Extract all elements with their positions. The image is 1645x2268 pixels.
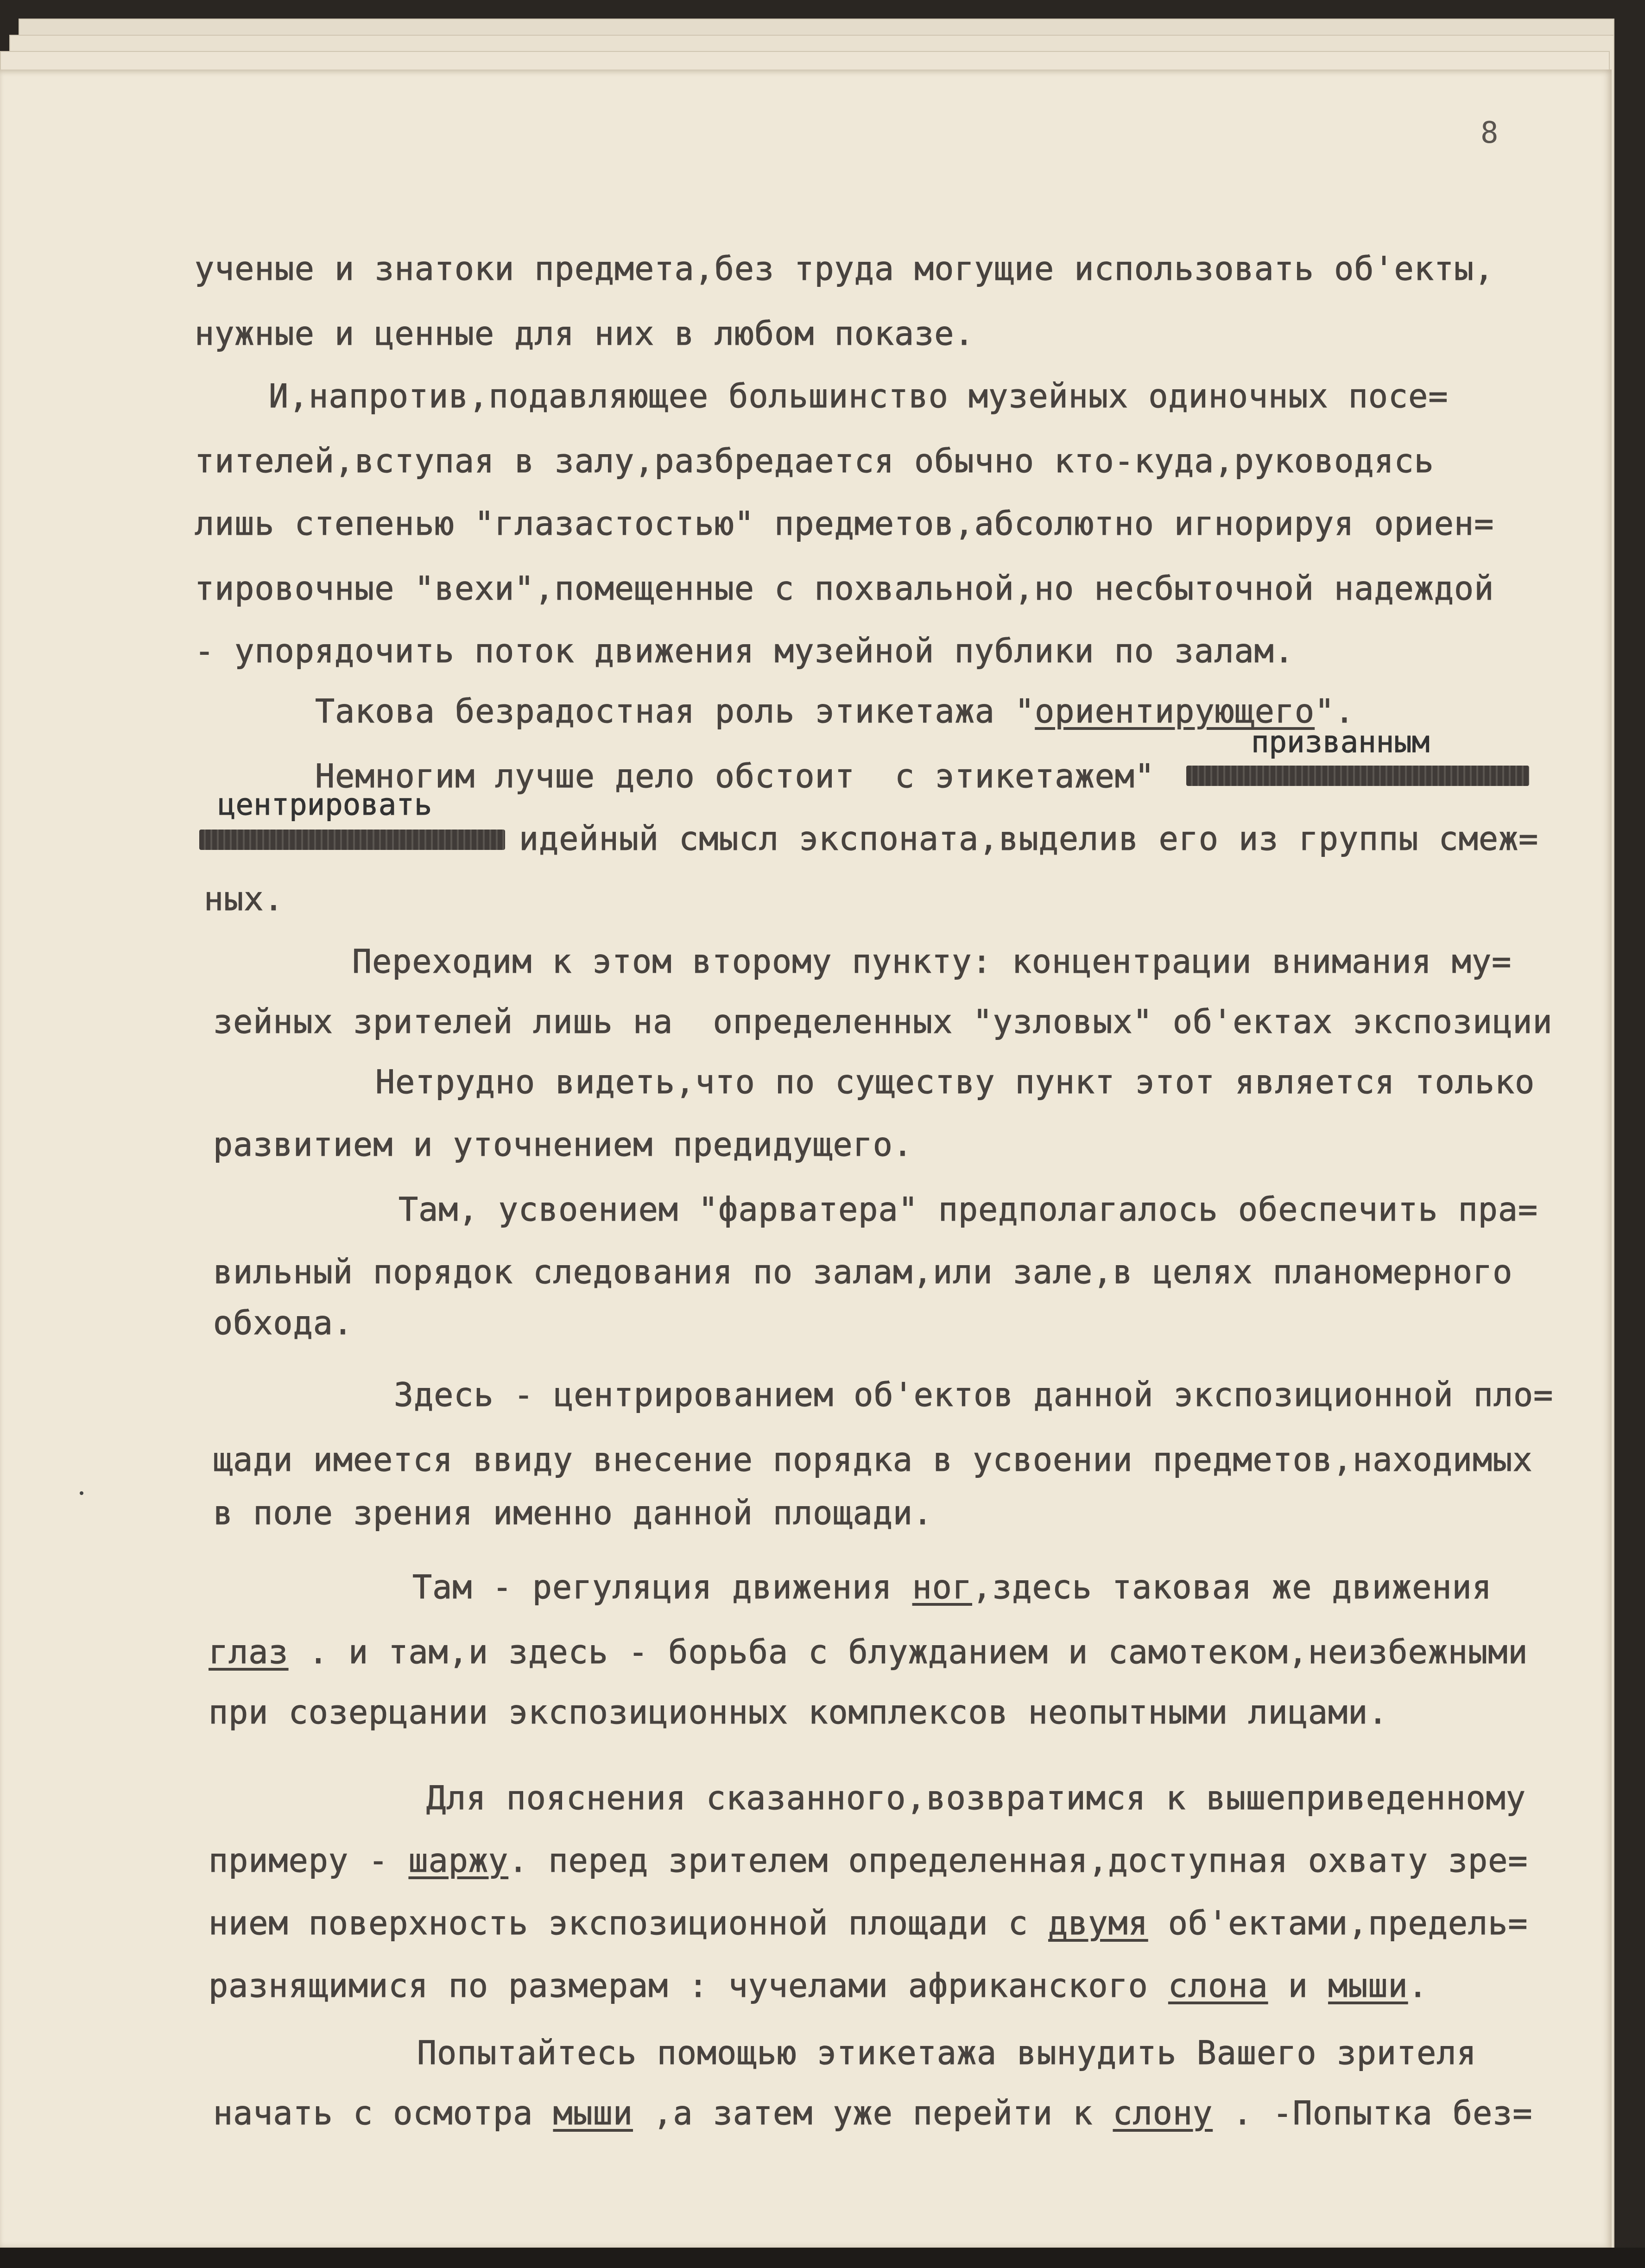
struck-out-text — [199, 830, 505, 850]
text-line: Там - регуляция движения ног,здесь таковая же движения — [412, 1568, 1492, 1606]
underlined-word: шаржу — [408, 1842, 509, 1880]
text-line: зейных зрителей лишь на определенных "узловых" об'ектах экспозиции — [213, 1003, 1553, 1041]
text-line: Попытайтесь помощью этикетажа вынудить Вашего зрителя — [417, 2034, 1477, 2072]
underlined-word: ориентирующего — [1035, 692, 1315, 730]
underlined-word: слону — [1113, 2094, 1213, 2132]
text-line: примеру - шаржу. перед зрителем определенная,доступная охвату зре= — [209, 1842, 1528, 1880]
text-line: развитием и уточнением предидущего. — [213, 1126, 913, 1164]
struck-out-text — [1186, 766, 1529, 786]
text-line: начать с осмотра мыши ,а затем уже перейти к слону . -Попытка без= — [213, 2094, 1533, 2132]
text-line: при созерцании экспозиционных комплексов неопытными лицами. — [209, 1693, 1388, 1731]
paper-speck — [80, 1491, 83, 1495]
text-line: Для пояснения сказанного,возвратимся к вышеприведенному — [426, 1779, 1526, 1817]
text-line: Немногим лучше дело обстоит с этикетажем" — [315, 757, 1155, 795]
text-line: Нетрудно видеть,что по существу пункт этот является только — [375, 1063, 1535, 1101]
text-line: нием поверхность экспозиционной площади с двумя об'ектами,предель= — [209, 1904, 1528, 1942]
text-line: разнящимися по размерам : чучелами африканского слона и мыши. — [209, 1967, 1428, 2005]
text-line: Такова безрадостная роль этикетажа "ориентирующего". — [315, 692, 1355, 730]
text-line: в поле зрения именно данной площади. — [213, 1494, 933, 1532]
underlined-word: двумя — [1048, 1904, 1148, 1942]
text-line: нужные и ценные для них в любом показе. — [195, 315, 974, 353]
inserted-word: призванным — [1251, 725, 1430, 760]
underlined-word: мыши — [553, 2094, 633, 2132]
text-line: - упорядочить поток движения музейной публики по залам. — [195, 632, 1294, 670]
text-line: Здесь - центрированием об'ектов данной экспозиционной пло= — [394, 1376, 1554, 1414]
underlined-word: глаз — [209, 1633, 289, 1671]
text-line: вильный порядок следования по залам,или зале,в целях планомерного — [213, 1253, 1513, 1291]
page-number: 8 — [1480, 116, 1499, 150]
text-line: идейный смысл экспоната,выделив его из группы смеж= — [519, 820, 1539, 858]
text-line: ученые и знатоки предмета,без труда могущие использовать об'екты, — [195, 250, 1494, 288]
text-line: тителей,вступая в залу,разбредается обычно кто-куда,руководясь — [195, 442, 1434, 480]
underlined-word: мыши — [1328, 1967, 1408, 2005]
text-line: И,напротив,подавляющее большинство музейных одиночных посе= — [269, 377, 1449, 415]
text-line: ных. — [204, 880, 284, 918]
underlined-word: ног — [912, 1568, 973, 1606]
text-line: щади имеется ввиду внесение порядка в усвоении предметов,находимых — [213, 1441, 1533, 1479]
text-line: глаз . и там,и здесь - борьба с блужданием и самотеком,неизбежными — [209, 1633, 1528, 1671]
text-line: Переходим к этом второму пункту: концентрации внимания му= — [352, 943, 1512, 981]
inserted-word: центрировать — [218, 788, 432, 822]
text-line: тировочные "вехи",помещенные с похвальной,но несбыточной надеждой — [195, 570, 1494, 608]
scan-bottom-edge — [0, 2248, 1645, 2268]
text-line: обхода. — [213, 1304, 354, 1342]
text-line: лишь степенью "глазастостью" предметов,абсолютно игнорируя ориен= — [195, 505, 1494, 543]
underlined-word: слона — [1168, 1967, 1268, 2005]
text-line: Там, усвоением "фарватера" предполагалось обеспечить пра= — [399, 1191, 1538, 1229]
